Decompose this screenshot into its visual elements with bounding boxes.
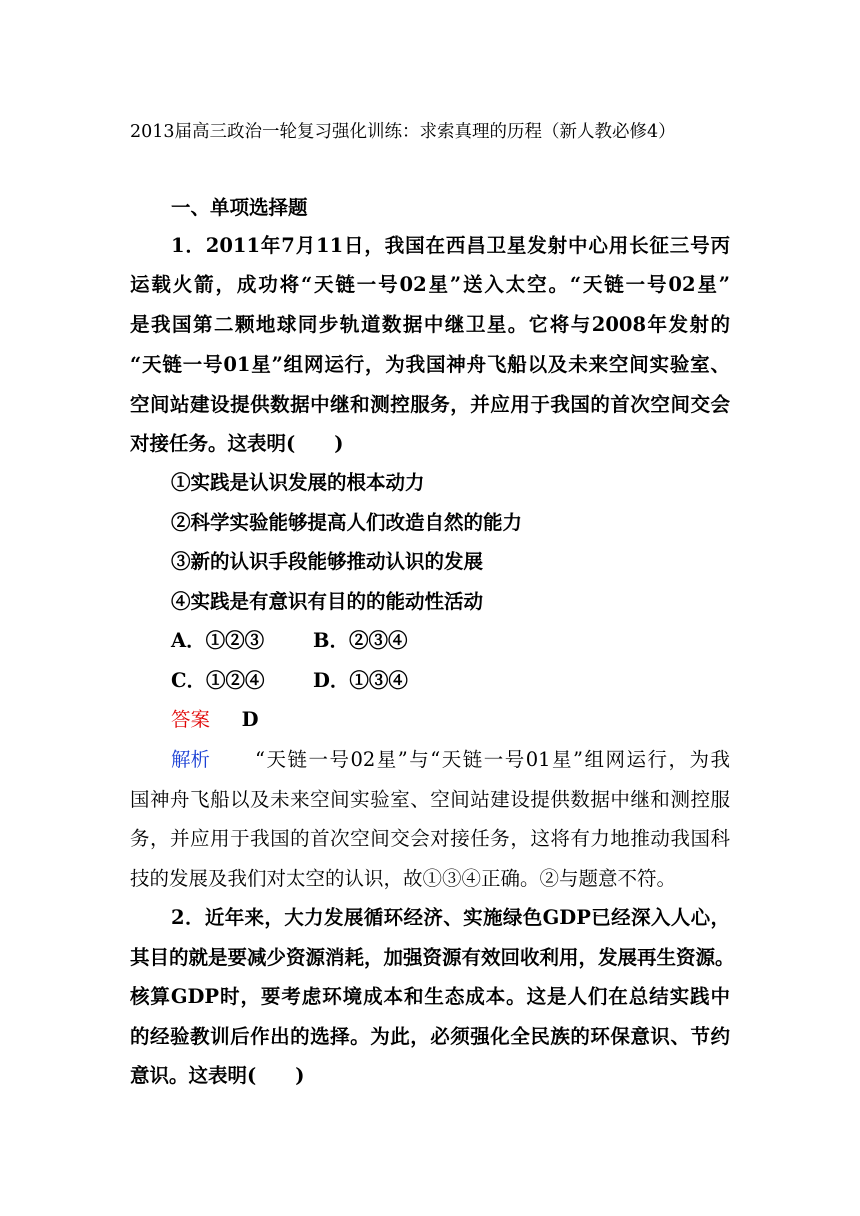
q1-stem-line: 运载火箭，成功将“天链一号02星”送入太空。“天链一号02星” [130,273,730,296]
q2-stem-line: 的经验教训后作出的选择。为此，必须强化全民族的环保意识、节约 [130,1025,730,1048]
q1-option-b: B．②③④ [313,629,408,652]
analysis-label: 解析 [171,748,211,771]
q2-stem-line: 意识。这表明( ) [130,1064,305,1087]
section-heading: 一、单项选择题 [171,196,308,219]
q1-option-d: D．①③④ [313,669,408,692]
q1-option-a: A．①②③ [171,629,265,652]
analysis-line: 国神舟飞船以及未来空间实验室、空间站建设提供数据中继和测控服 [130,788,730,811]
q1-stem-line: 是我国第二颗地球同步轨道数据中继卫星。它将与2008年发射的 [130,313,730,336]
analysis-line: 务，并应用于我国的首次空间交会对接任务，这将有力地推动我国科 [130,827,730,850]
q1-option-c: C．①②④ [171,669,265,692]
analysis-line: “天链一号02星”与“天链一号01星”组网运行，为我 [255,748,730,771]
q1-statement: ④实践是有意识有目的的能动性活动 [171,590,484,613]
q2-stem-line: 2．近年来，大力发展循环经济、实施绿色GDP已经深入人心， [171,906,730,929]
q1-stem-line: 空间站建设提供数据中继和测控服务，并应用于我国的首次空间交会 [130,393,730,416]
q2-stem-line: 核算GDP时，要考虑环境成本和生态成本。这是人们在总结实践中 [130,985,730,1008]
q1-stem-line: “天链一号01星”组网运行，为我国神舟飞船以及未来空间实验室、 [130,353,730,376]
answer-label: 答案 [171,708,211,731]
q1-answer [171,710,259,730]
q1-statement: ③新的认识手段能够推动认识的发展 [171,550,484,573]
q1-statement: ①实践是认识发展的根本动力 [171,471,425,494]
q2-stem-line: 其目的就是要减少资源消耗，加强资源有效回收利用，发展再生资源。 [130,946,735,969]
q1-stem-line: 1．2011年7月11日，我国在西昌卫星发射中心用长征三号丙 [171,234,730,257]
document-title: 2013届高三政治一轮复习强化训练：求索真理的历程（新人教必修4） [130,122,676,142]
q1-stem-line: 对接任务。这表明( ) [130,432,344,455]
answer-value: D [241,708,259,731]
analysis-line: 技的发展及我们对太空的认识，故①③④正确。②与题意不符。 [130,867,677,890]
q1-statement: ②科学实验能够提高人们改造自然的能力 [171,511,523,534]
